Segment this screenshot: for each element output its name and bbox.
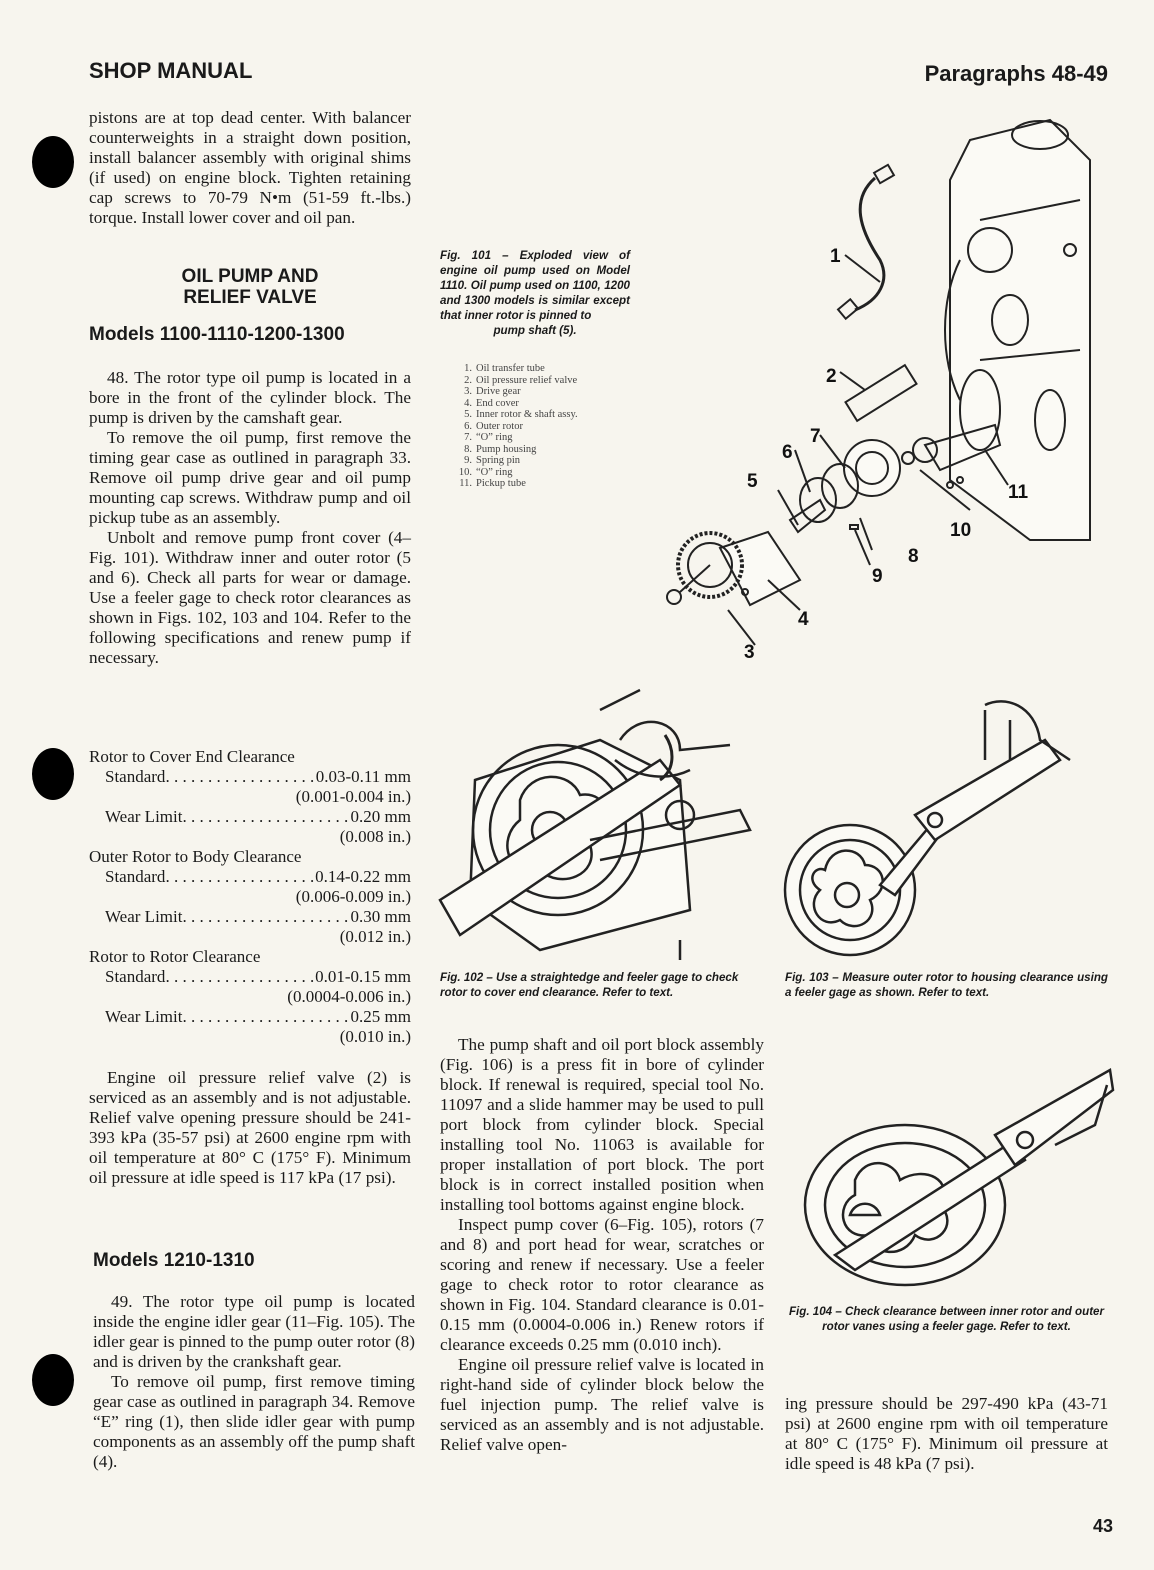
legend-text: End cover [476,397,519,409]
section-title [89,266,411,308]
legend-number: 2. [464,374,472,386]
paragraph: To remove the oil pump, first remove the timing gear case as outlined in paragraph 33. Remove oil pump drive gear and oil pump mounting cap screws. Withdraw pump and oil pickup tube as an assembly. [89,428,411,527]
paragraph: Inspect pump cover (6–Fig. 105), rotors (7 and 8) and port head for wear, scratches or scoring and renew if necessary. Use a feeler gage to check rotor to rotor clearance as shown in Fig. 104. Standard clearance is 0.01-0.15 mm (0.0004-0.006 in.) Renew rotors if clearance exceeds 0.25 mm (0.010 inch). [440,1215,764,1354]
legend-item [450,386,650,398]
fig-101-exploded-diagram [650,100,1120,680]
section-title-line: OIL PUMP AND [181,266,319,287]
punch-hole [32,748,74,800]
legend-number: 7. [464,432,472,443]
legend-number: 8. [464,443,472,455]
callout-9: 9 [872,566,883,587]
legend-item [450,409,650,421]
paragraph-48-block [89,368,411,668]
callout-4: 4 [798,609,809,630]
spec-row [89,907,411,927]
callout-10: 10 [950,520,972,541]
callout-2: 2 [826,366,837,387]
legend-text: Pump housing [476,443,537,455]
spec-label: Wear Limit [105,907,183,926]
spec-row [89,767,411,787]
fig-103-illustration [785,700,1110,965]
paragraph: Engine oil pressure relief valve is located in right-hand side of cylinder block below the fuel injection pump. The relief valve is serviced as an assembly and is not adjustable. Relief valve open- [440,1355,764,1454]
spec-value-in: (0.001-0.004 in.) [295,787,411,806]
column-3 [785,1394,1108,1474]
legend-text: Inner rotor & shaft assy. [476,409,578,420]
pump-housing [844,440,900,496]
paragraph: The pump shaft and oil port block assembly (Fig. 106) is a press fit in bore of cylinder block. If renewal is required, special tool No. 11097 and a slide hammer may be used to pull port block from cylinder block. Special installing tool No. 11063 is available for proper installation of port block. The port block is in correct installed position when installing tool bottoms against engine block. [440,1035,764,1214]
legend-text: Spring pin [476,455,521,466]
callout-1: 1 [830,246,841,267]
spec-value: 0.01-0.15 mm [315,967,411,986]
running-header-right: Paragraphs 48-49 [924,61,1108,86]
spec-label: Wear Limit [105,1007,183,1026]
legend-text: Oil transfer tube [476,363,545,374]
callout-5: 5 [747,471,758,492]
punch-hole [32,1354,74,1406]
paragraph: Engine oil pressure relief valve (2) is serviced as an assembly and is not adjustable. Relief valve opening pressure should be 241-393 kPa (35-57 psi) at 2600 engine rpm with oil temperature at 80° C (175° F). Minimum oil pressure at idle speed is 117 kPa (17 psi). [89,1068,411,1187]
callout-11: 11 [1008,482,1029,503]
page-number: 43 [1092,1516,1113,1536]
caption-text: Fig. 101 – Exploded view of engine oil pump used on Model 1110. Oil pump used on 1100, 1200 and 1300 models is similar except that inner rotor is pinned to [440,249,630,322]
spec-row [89,1007,411,1027]
subsection-title: Models 1100-1110-1200-1300 [89,324,345,345]
fig-104-caption: Fig. 104 – Check clearance between inner rotor and outer rotor vanes using a feeler gage. Refer to text. [788,1305,1105,1333]
legend-item [450,375,650,387]
fig-102-caption: Fig. 102 – Use a straightedge and feeler gage to check rotor to cover end clearance. Refer to text. [440,971,739,999]
paragraph: To remove oil pump, first remove timing gear case as outlined in paragraph 34. Remove “E” ring (1), then slide idler gear with pump components as an assembly off the pump shaft (4). [93,1372,415,1471]
legend-number: 10. [458,466,472,478]
punch-hole [32,136,74,188]
callout-6: 6 [782,442,793,463]
spec-label: Standard [105,767,166,786]
spec-table [89,747,411,1047]
relief-valve-paragraph [89,1068,411,1188]
legend-item [450,398,650,410]
spec-label: Standard [105,967,166,986]
spec-group-title: Rotor to Cover End Clearance [89,747,295,766]
engine-block [950,120,1090,540]
legend-item [450,363,650,375]
legend-text: “O” ring [476,466,513,478]
spec-value-in: (0.008 in.) [339,827,411,846]
legend-text: Oil pressure relief valve [476,374,578,386]
legend-item [450,467,650,479]
legend-number: 3. [464,386,472,397]
legend-number: 9. [464,455,472,466]
spec-value: 0.03-0.11 mm [315,767,411,786]
caption-text: pump shaft (5). [493,324,577,337]
spec-value: 0.20 mm [350,807,411,826]
legend-number: 6. [464,420,472,432]
column-1 [89,108,411,228]
spec-value: 0.14-0.22 mm [315,867,411,886]
paragraph: ing pressure should be 297-490 kPa (43-71 psi) at 2600 engine rpm with oil temperature at 80° C (175° F). Minimum oil pressure at idle speed is 48 kPa (7 psi). [785,1394,1108,1473]
legend-item [450,444,650,456]
spec-row [89,807,411,827]
legend-number: 11. [459,478,472,489]
paragraph-49-block [93,1292,415,1472]
fig-104-illustration [795,1065,1115,1305]
spec-row [89,967,411,987]
fig-103-caption: Fig. 103 – Measure outer rotor to housing clearance using a feeler gage as shown. Refer to text. [785,971,1108,999]
oil-transfer-tube [855,178,884,310]
fig-101-legend [450,363,650,490]
spec-value-in: (0.0004-0.006 in.) [287,987,411,1006]
legend-item [450,421,650,433]
spec-value: 0.30 mm [350,907,411,926]
fig-102-illustration [440,690,765,960]
subsection-title: Models 1210-1310 [93,1250,255,1271]
legend-item [450,455,650,467]
running-header-left: SHOP MANUAL [89,58,253,83]
legend-number: 1. [464,363,472,374]
spec-label: Wear Limit [105,807,183,826]
spec-group-title: Outer Rotor to Body Clearance [89,847,302,866]
paragraph: pistons are at top dead center. With balancer counterweights in a straight down position, install balancer assembly with original shims (if used) on engine block. Tighten retaining cap screws to 70-79 N•m (51-59 ft.-lbs.) torque. Install lower cover and oil pan. [89,108,411,227]
feeler-gage [995,1070,1113,1165]
legend-number: 4. [464,397,472,409]
legend-item [450,478,650,490]
spec-value-in: (0.006-0.009 in.) [295,887,411,906]
column-2 [440,1035,764,1455]
legend-text: “O” ring [476,432,513,443]
legend-text: Outer rotor [476,420,523,432]
paragraph: 48. The rotor type oil pump is located in a bore in the front of the cylinder block. The pump is driven by the camshaft gear. [89,368,411,427]
relief-valve [845,365,916,421]
legend-item [450,432,650,444]
paragraph: Unbolt and remove pump front cover (4–Fig. 101). Withdraw inner and outer rotor (5 and 6). Check all parts for wear or damage. Use a feeler gage to check rotor clearances as shown in Figs. 102, 103 and 104. Refer to the following specifications and renew pump if necessary. [89,528,411,667]
spec-value: 0.25 mm [350,1007,411,1026]
feeler-gage-handle [915,740,1060,840]
legend-number: 5. [464,409,472,420]
spec-value-in: (0.010 in.) [339,1027,411,1046]
legend-text: Drive gear [476,386,521,397]
fig-101-caption [440,248,630,338]
spec-label: Standard [105,867,166,886]
callout-3: 3 [744,642,755,663]
callout-7: 7 [810,426,821,447]
spec-row [89,867,411,887]
spec-group-title: Rotor to Rotor Clearance [89,947,261,966]
paragraph: 49. The rotor type oil pump is located inside the engine idler gear (11–Fig. 105). The idler gear is pinned to the pump outer rotor (8) and is driven by the crankshaft gear. [93,1292,415,1371]
inner-rotor-shaft [790,500,825,532]
section-title-line: RELIEF VALVE [183,287,317,308]
legend-text: Pickup tube [476,478,526,489]
callout-8: 8 [908,546,919,567]
spec-value-in: (0.012 in.) [339,927,411,946]
